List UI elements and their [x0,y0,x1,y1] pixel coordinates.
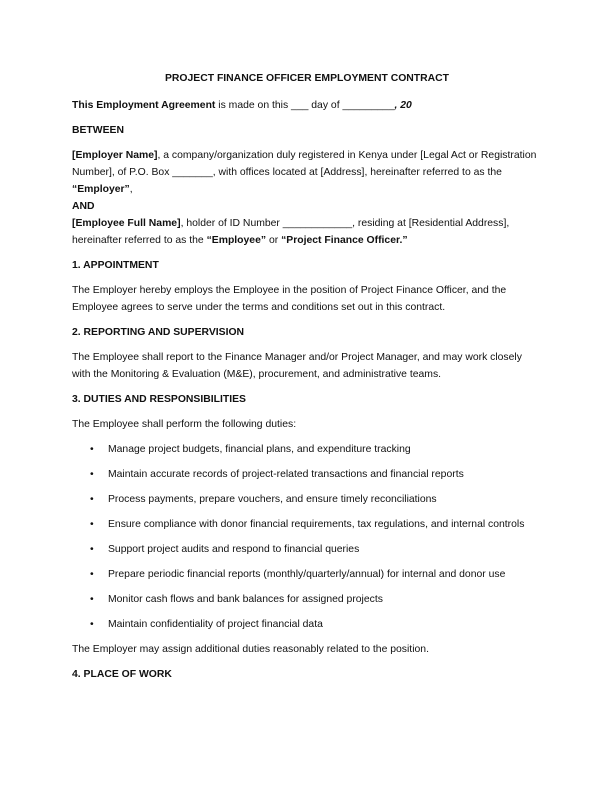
bullet-icon: • [90,444,94,455]
employee-or: or [266,235,282,246]
intro-middle: is made on this ___ day of _________ [215,100,395,111]
intro-year: , 20 [394,100,412,111]
list-item [72,491,542,508]
duty-text: Process payments, prepare vouchers, and ensure timely reconciliations [108,494,437,505]
employer-alias: “Employer” [72,184,130,195]
bullet-icon: • [90,519,94,530]
employer-end: , [129,184,133,195]
duties-closing: The Employer may assign additional duties reasonably related to the position. [72,644,429,655]
duty-text: Manage project budgets, financial plans, and expenditure tracking [108,444,411,455]
intro-lead: This Employment Agreement [72,100,216,111]
intro-paragraph [72,97,542,114]
and-label: AND [72,201,95,212]
bullet-icon: • [90,619,94,630]
list-item [72,441,542,458]
section-heading-reporting: 2. REPORTING AND SUPERVISION [72,327,245,338]
section-text-reporting: The Employee shall report to the Finance Manager and/or Project Manager, and may work closely with the Monitoring & Evaluation (M&E), procurement, and administrative teams. [72,352,522,380]
duty-text: Maintain confidentiality of project financial data [108,619,323,630]
duty-text: Ensure compliance with donor financial requirements, tax regulations, and internal controls [108,519,525,530]
bullet-icon: • [90,469,94,480]
employee-text: , holder of ID Number ____________, residing at [Residential Address], hereinafter referred to as the [72,218,510,246]
duty-text: Monitor cash flows and bank balances for assigned projects [108,594,383,605]
duties-list [72,441,542,633]
employee-alias: “Employee” [206,235,267,246]
section-text-appointment: The Employer hereby employs the Employee in the position of Project Finance Officer, and the Employee agrees to serve under the terms and conditions set out in this contract. [72,285,507,313]
bullet-icon: • [90,494,94,505]
employee-name: [Employee Full Name] [72,218,181,229]
between-label: BETWEEN [72,125,124,136]
duty-text: Maintain accurate records of project-related transactions and financial reports [108,469,464,480]
project-finance-officer-alias: “Project Finance Officer.” [281,235,408,246]
list-item [72,466,542,483]
list-item [72,591,542,608]
bullet-icon: • [90,569,94,580]
document-title: PROJECT FINANCE OFFICER EMPLOYMENT CONTRACT [164,73,449,84]
section-heading-place-of-work: 4. PLACE OF WORK [72,669,172,680]
list-item [72,541,542,558]
list-item [72,616,542,633]
bullet-icon: • [90,594,94,605]
duties-intro: The Employee shall perform the following duties: [72,419,297,430]
bullet-icon: • [90,544,94,555]
duty-text: Support project audits and respond to financial queries [108,544,360,555]
employer-name: [Employer Name] [72,150,158,161]
section-heading-appointment: 1. APPOINTMENT [72,260,159,271]
employee-paragraph [72,215,542,249]
list-item [72,516,542,533]
duty-text: Prepare periodic financial reports (monthly/quarterly/annual) for internal and donor use [108,569,506,580]
employer-paragraph [72,147,542,198]
section-heading-duties: 3. DUTIES AND RESPONSIBILITIES [72,394,246,405]
employer-text: , a company/organization duly registered in Kenya under [Legal Act or Registration Number], of P.O. Box _______, with offices located at [Address], hereinafter referred to as the [72,150,537,178]
contract-page [72,70,542,691]
list-item [72,566,542,583]
